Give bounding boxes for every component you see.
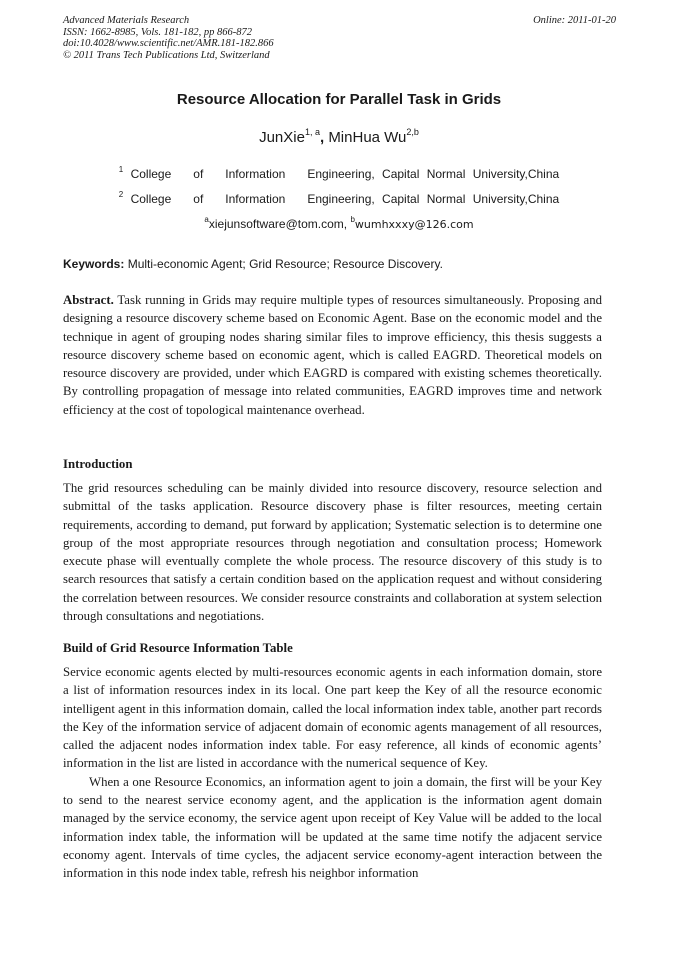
email-superscript: a: [204, 215, 209, 224]
affiliation-text: College of Information Engineering, Capital Normal University,China: [130, 192, 560, 206]
affiliation-number: 2: [118, 190, 124, 199]
journal-name: Advanced Materials Research: [63, 15, 190, 26]
email-line: [0, 217, 678, 231]
section-paragraph: Service economic agents elected by multi-resources economic agents in each information domain, store a list of information resources index in its local. One part keep the Key of all the resource economic intelligent agent in this information domain, called the local information index table, another part records the Key of the information service of adjacent domain of economic agents management of all resources, called the adjacent nodes information index table. For easy reference, all kinds of economic agents’ information in the list are listed in accordance with the numerical sequence of Key.: [63, 665, 602, 771]
author-superscript: 2,b: [406, 127, 419, 137]
affiliation-number: 1: [118, 165, 124, 174]
issn-line: ISSN: 1662-8985, Vols. 181-182, pp 866-872: [63, 26, 252, 38]
copyright-line: © 2011 Trans Tech Publications Ltd, Switzerland: [63, 49, 270, 61]
author-name: MinHua Wu: [328, 129, 407, 146]
email-address[interactable]: xiejunsoftware@tom.com,: [208, 217, 348, 231]
doi-line: doi:10.4028/www.scientific.net/AMR.181-182.866: [63, 38, 274, 49]
abstract-label: Abstract.: [63, 293, 114, 307]
email-address[interactable]: wumhxxxy@126.com: [354, 218, 474, 231]
author-name: JunXie: [259, 129, 305, 146]
affiliation-text: College of Information Engineering, Capital Normal University,China: [130, 167, 560, 181]
abstract: [63, 291, 602, 419]
section-heading: Build of Grid Resource Information Table: [63, 641, 293, 655]
section-heading: Introduction: [63, 457, 133, 471]
section-paragraph: When a one Resource Economics, an information agent to join a domain, the first will be your Key to send to the nearest service economy agent, and the application is the information agent domain managed by the service economy, the service agent upon receipt of Key Value will be added to the local information index table, the information will be updated at the same time notify the adjacent service economy agent. Intervals of time cycles, the adjacent service economy-agent interaction between the information in this node index table, refresh his neighbor information: [63, 774, 602, 881]
keywords-text: Multi-economic Agent; Grid Resource; Resource Discovery.: [124, 257, 443, 271]
paper-title: Resource Allocation for Parallel Task in Grids: [176, 91, 502, 108]
author-separator: ,: [319, 129, 329, 146]
section-paragraph: The grid resources scheduling can be mainly divided into resource discovery, resource selection and submittal of the tasks application. Resource discovery phase is filter resources, meeting certain requirements, according to demand, put forward by application; Systematic selection is to determine one group of the most appropriate resources through negotiation and consultation process; Homework execute phase will eventually complete the whole process. The resource discovery of this study is to search resources that satisfy a certain condition based on the application request and without considering the correlation between resources. We consider resource constraints and collaboration at system selection through consultations and negotiations.: [63, 481, 602, 624]
journal-header: [63, 15, 463, 61]
author-superscript: 1, a: [304, 127, 320, 137]
section-body: [63, 663, 602, 883]
abstract-text: Task running in Grids may require multiple types of resources simultaneously. Proposing and designing a resource discovery scheme based on Economic Agent. Base on the economic model and the technique in agent of grouping nodes sharing similar files to improve efficiency, this thesis suggests a resource discovery scheme based on economic agent, which is called EAGRD. Theoretical models on resource discovery are provided, under which EAGRD is compared with existing schemes theoretically. By controlling propagation of message into related communities, EAGRD improves time and network efficiency at the cost of topological maintenance overhead.: [63, 293, 602, 417]
keywords: [63, 257, 623, 271]
online-date: Online: 2011-01-20: [533, 15, 616, 26]
email-superscript: b: [350, 215, 355, 224]
keywords-label: Keywords:: [63, 257, 125, 271]
author-line: [0, 129, 678, 146]
affiliation: [0, 167, 678, 181]
affiliation: [0, 192, 678, 206]
